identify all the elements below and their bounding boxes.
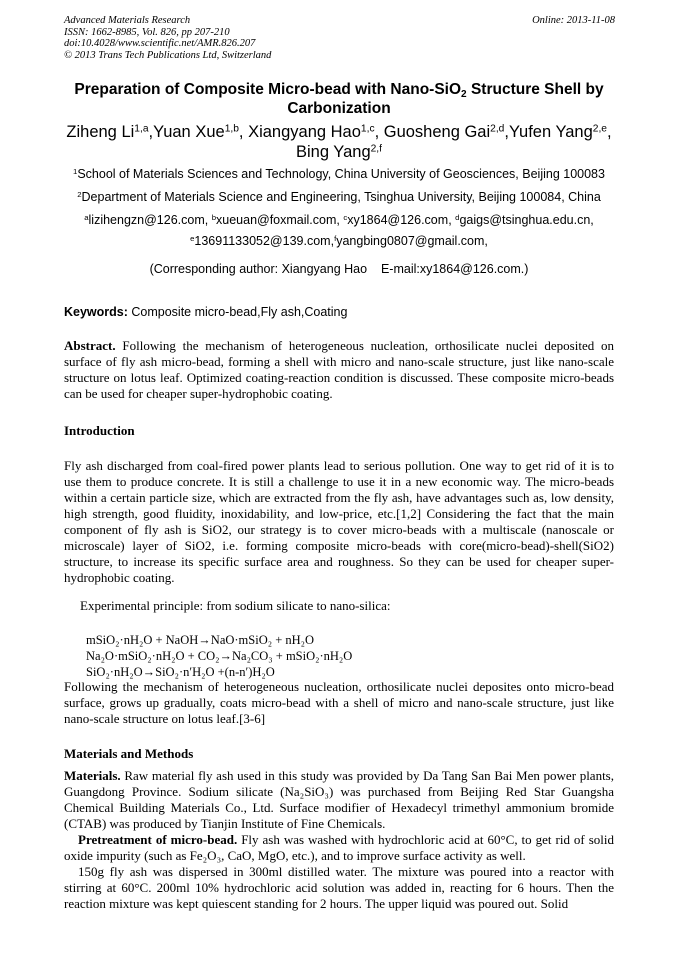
corresponding-author: (Corresponding author: Xiangyang Hao E-mail:xy1864@126.com.): [149, 262, 529, 276]
title-part1: Preparation of Composite Micro-bead with Nano-SiO: [74, 81, 462, 98]
email: xueuan@foxmail.com: [216, 213, 337, 227]
author-sup: 1,b: [224, 123, 239, 135]
email-sup: f: [334, 233, 337, 243]
email-sup: b: [211, 212, 217, 222]
materials-label: Materials.: [64, 768, 121, 783]
author-sup: 2,f: [370, 143, 382, 155]
author-list: Ziheng Li$^{1,a}$,Yuan Xue$^{1,b}$, Xiangyang Hao$^{1,c}$, Guosheng Gai$^{2,d}$,Yufen Yang$^{2,e}$, Bing Yang$^{2,f}$: [66, 123, 612, 161]
email-line-2: $^e$13691133052@139.com,$^f$yangbing0807@gmail.com,: [190, 233, 488, 248]
equation-3: SiO₂·nH₂O→SiO₂·n′H₂O +(n-n′)H₂O: [86, 665, 275, 679]
abstract-label: Abstract.: [64, 338, 116, 353]
copyright-line: © 2013 Trans Tech Publications Ltd, Switzerland: [64, 49, 272, 61]
journal-name: Advanced Materials Research: [64, 15, 191, 26]
author: Yuan Xue: [153, 123, 225, 141]
email: lizihengzn@126.com: [88, 213, 205, 227]
pretreatment-label: Pretreatment of micro-bead.: [78, 832, 238, 847]
introduction-paragraph: Fly ash discharged from coal-fired power plants lead to serious pollution. One way to get rid of it is to use them to produce concrete. It is still a challenge to use it in a new economic way. The micro-beads within a certain particle size, which are extracted from the fly ash, have advantages such as, low density, high strength, good fluidity, inoxidability, and low-price, etc.[1,2] Considering the fact that the main component of fly ash is SiO2, our strategy is to cover micro-beads with a multiscale (nanoscale or microscale) layer of SiO2, i.e. forming composite micro-beads with core(micro-bead)-shell(SiO2) structure, to increase its specific surface area and roughness. So they can be used for cheaper super-hydrophobic coating.: [64, 458, 614, 585]
affiliation-1: [60, 167, 618, 182]
email-sup: c: [343, 212, 348, 222]
author-sup: 2,e: [592, 123, 607, 135]
author: Ziheng Li: [66, 123, 135, 141]
author: Yufen Yang: [508, 123, 593, 141]
materials-text: Raw material fly ash used in this study was provided by Da Tang San Bai Men power plants, Guangdong Province. Sodium silicate (Na₂SiO₃) was purchased from Beijing Red Star Guangsha Chemical Building Materials Co., Ltd. Surface modifier of Hexadecyl trimethyl ammonium bromide (CTAB) was produced by Tianjin Institute of Fine Chemicals.: [64, 768, 614, 831]
pretreatment-paragraph: [64, 832, 614, 864]
abstract-text: Following the mechanism of heterogeneous nucleation, orthosilicate nuclei deposited on surface of fly ash micro-bead, forming a shell with micro and nano-scale structure, just like nano-scale structure on lotus leaf. Optimized coating-reaction condition is discussed. These composite micro-beads can be used for cheaper super-hydrophobic coating.: [64, 338, 614, 401]
author: Bing Yang: [296, 143, 371, 161]
affiliation-2: [60, 190, 618, 205]
pretreatment-text: Fly ash was washed with hydrochloric acid at 60°C, to get rid of solid oxide impurity (such as Fe₂O₃, CaO, MgO, etc.), and to improve surface activity as well.: [64, 832, 615, 863]
affiliation-text: Department of Materials Science and Engineering, Tsinghua University, Beijing 100084, China: [81, 190, 601, 204]
title-part2: Structure Shell by Carbonization: [287, 81, 604, 117]
keywords-label: Keywords:: [64, 305, 128, 319]
journal-header: [64, 15, 271, 61]
email-sup: d: [455, 212, 460, 222]
author-sup: 2,d: [490, 123, 505, 135]
procedure-paragraph: 150g fly ash was dispersed in 300ml distilled water. The mixture was poured into a reactor with stirring at 60°C. 200ml 10% hydrochloric acid solution was added in, reacting for 6 hours. Then the reaction mixture was kept quiescent standing for 2 hours. The upper liquid was poured out. Solid: [64, 864, 614, 911]
abstract: [64, 338, 614, 402]
introduction-heading: Introduction: [64, 423, 135, 438]
author: Xiangyang Hao: [248, 123, 361, 141]
materials-paragraph: [64, 768, 614, 832]
equation-1: mSiO₂·nH₂O + NaOH→NaO·mSiO₂ + nH₂O: [86, 633, 315, 647]
equation-2: Na₂O·mSiO₂·nH₂O + CO₂→Na₂CO₃ + mSiO₂·nH₂O: [86, 649, 353, 663]
email: xy1864@126.com: [347, 213, 449, 227]
online-date: Online: 2013-11-08: [532, 15, 615, 26]
email-sup: a: [84, 212, 89, 222]
title-subscript: 2: [461, 89, 467, 101]
experimental-principle: Experimental principle: from sodium silicate to nano-silica:: [80, 598, 391, 613]
keywords: [64, 305, 347, 319]
affiliation-sup: 2: [77, 189, 82, 199]
methods-heading: Materials and Methods: [64, 746, 194, 761]
keywords-text: Composite micro-bead,Fly ash,Coating: [131, 305, 348, 319]
affiliation-sup: 1: [73, 166, 78, 176]
email-sup: e: [190, 233, 195, 243]
doi-line: doi:10.4028/www.scientific.net/AMR.826.207: [64, 38, 256, 50]
author-sup: 1,a: [134, 123, 149, 135]
email: 13691133052@139.com: [194, 234, 331, 248]
email: gaigs@tsinghua.edu.cn: [459, 213, 591, 227]
paper-title: [60, 80, 618, 118]
email-line-1: $^a$lizihengzn@126.com, $^b$xueuan@foxmail.com, $^c$xy1864@126.com, $^d$gaigs@tsinghua.edu.cn,: [84, 212, 594, 227]
mechanism-paragraph: Following the mechanism of heterogeneous nucleation, orthosilicate nuclei deposites onto micro-bead surface, grows up gradually, coats micro-bead with a shell of micro and nano-scale structure, just like nano-scale structure on lotus leaf.[3-6]: [64, 679, 614, 726]
author: Guosheng Gai: [383, 123, 491, 141]
affiliation-text: School of Materials Sciences and Technology, China University of Geosciences, Beijing 100083: [77, 167, 605, 181]
author-sup: 1,c: [360, 123, 375, 135]
email: yangbing0807@gmail.com: [336, 234, 485, 248]
issn-line: ISSN: 1662-8985, Vol. 826, pp 207-210: [64, 26, 230, 38]
